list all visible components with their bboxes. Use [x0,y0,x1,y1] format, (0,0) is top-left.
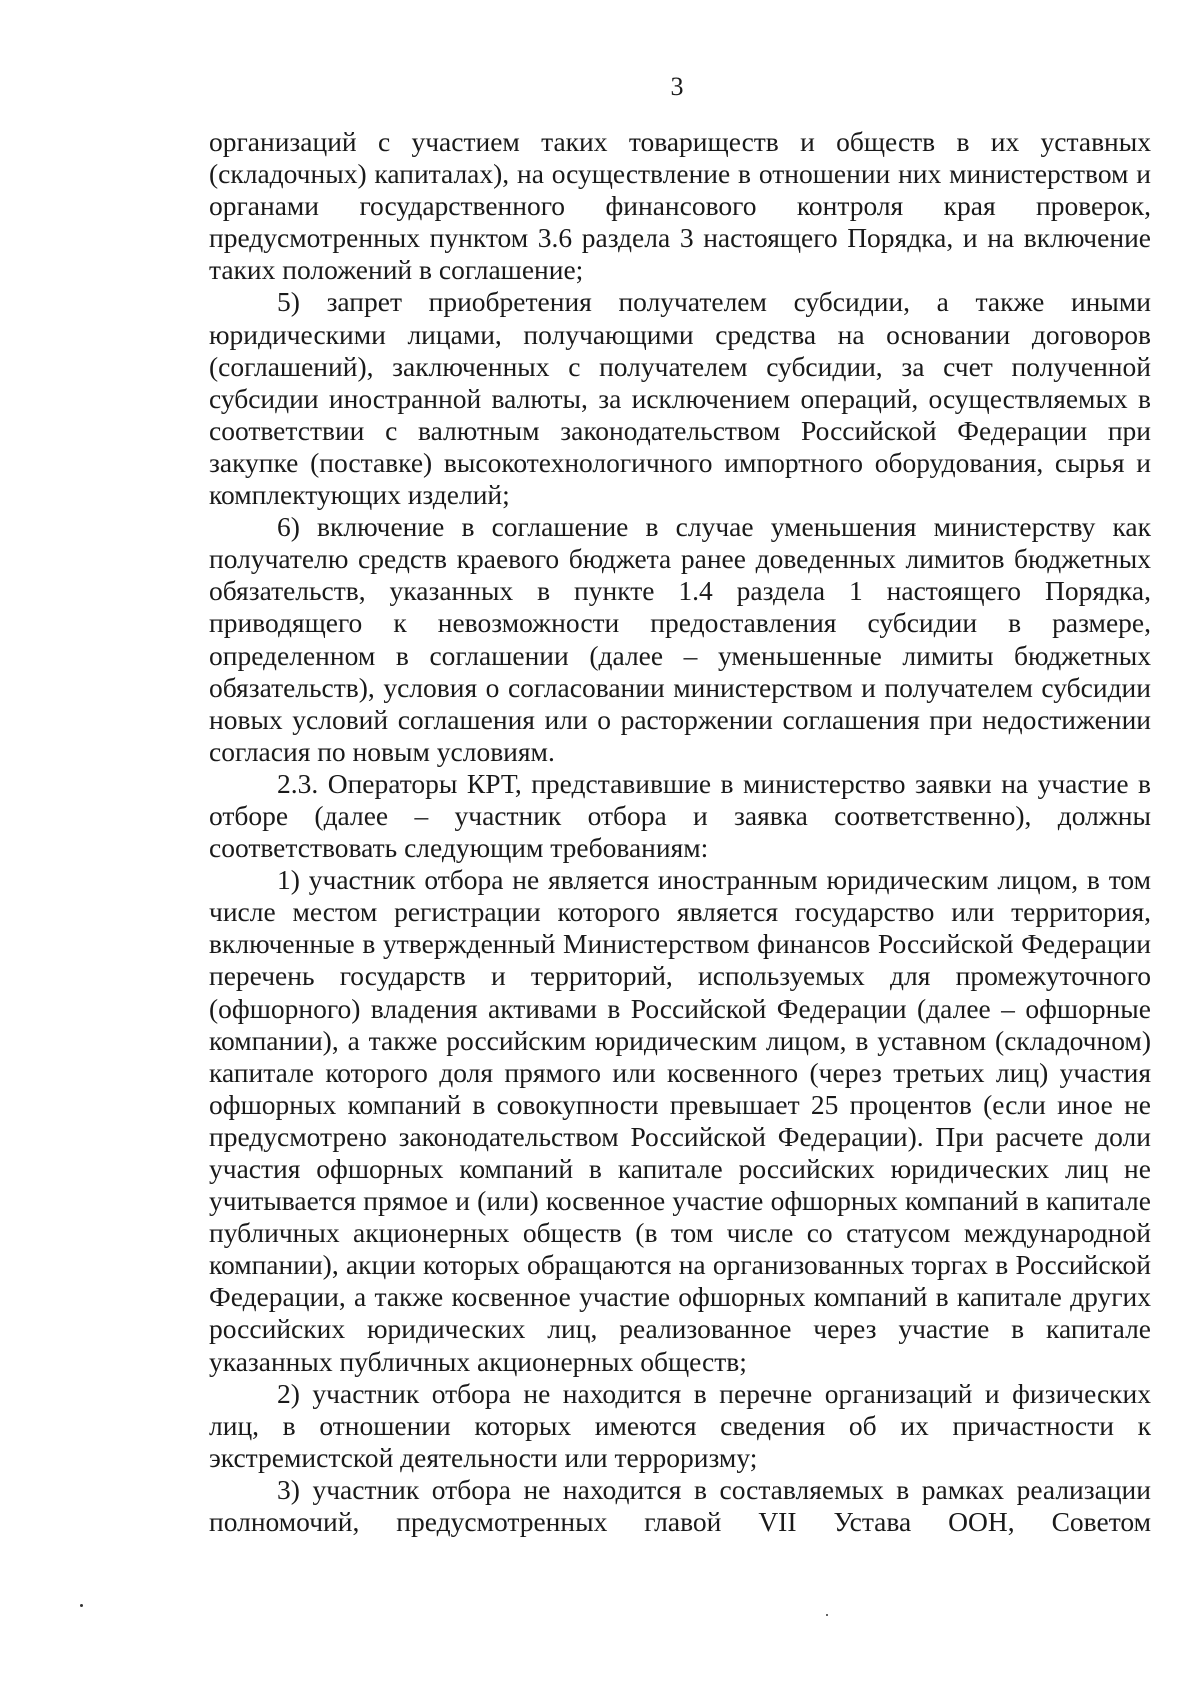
paragraph-requirement-2: 2) участник отбора не находится в перечне организаций и физических лиц, в отношении которых имеются сведения об их причастности к экстремистской деятельности или терроризму; [209,1377,1151,1473]
paragraph-continuation: организаций с участием таких товариществ и обществ в их уставных (складочных) капиталах), на осуществление в отношении них министерством и органами государственного финансового контроля края проверок, предусмотренных пунктом 3.6 раздела 3 настоящего Порядка, и на включение таких положений в соглашение; [209,126,1151,286]
page-number: 3 [670,72,684,101]
document-body [209,126,1151,1538]
paragraph-section-2-3: 2.3. Операторы КРТ, представившие в министерство заявки на участие в отборе (далее – участник отбора и заявка соответственно), должны соответствовать следующим требованиям: [209,767,1151,864]
paragraph-item-5: 5) запрет приобретения получателем субсидии, а также иными юридическими лицами, получающими средства на основании договоров (соглашений), заключенных с получателем субсидии, за счет полученной субсидии иностранной валюты, за исключением операций, осуществляемых в соответствии с валютным законодательством Российской Федерации при закупке (поставке) высокотехнологичного импортного оборудования, сырья и комплектующих изделий; [209,286,1151,511]
paragraph-requirement-1: 1) участник отбора не является иностранным юридическим лицом, в том числе местом регистрации которого является государство или территория, включенные в утвержденный Министерством финансов Российской Федерации перечень государств и территорий, используемых для промежуточного (офшорного) владения активами в Российской Федерации (далее – офшорные компании), а также российским юридическим лицом, в уставном (складочном) капитале которого доля прямого или косвенного (через третьих лиц) участия офшорных компаний в совокупности превышает 25 процентов (если иное не предусмотрено законодательством Российской Федерации). При расчете доли участия офшорных компаний в капитале российских юридических лиц не учитывается прямое и (или) косвенное участие офшорных компаний в капитале публичных акционерных обществ (в том числе со статусом международной компании), акции которых обращаются на организованных торгах в Российской Федерации, а также косвенное участие офшорных компаний в капитале других российских юридических лиц, реализованное через участие в капитале указанных публичных акционерных обществ; [209,864,1151,1377]
paragraph-requirement-3: 3) участник отбора не находится в составляемых в рамках реализации полномочий, предусмотренных главой VII Устава ООН, Советом [209,1473,1151,1538]
paragraph-item-6: 6) включение в соглашение в случае уменьшения министерству как получателю средств краевого бюджета ранее доведенных лимитов бюджетных обязательств, указанных в пункте 1.4 раздела 1 настоящего Порядка, приводящего к невозможности предоставления субсидии в размере, определенном в соглашении (далее – уменьшенные лимиты бюджетных обязательств), условия о согласовании министерством и получателем субсидии новых условий соглашения или о расторжении соглашения при недостижении согласия по новым условиям. [209,511,1151,767]
scan-speck [80,1604,83,1607]
scan-speck [826,1614,828,1616]
